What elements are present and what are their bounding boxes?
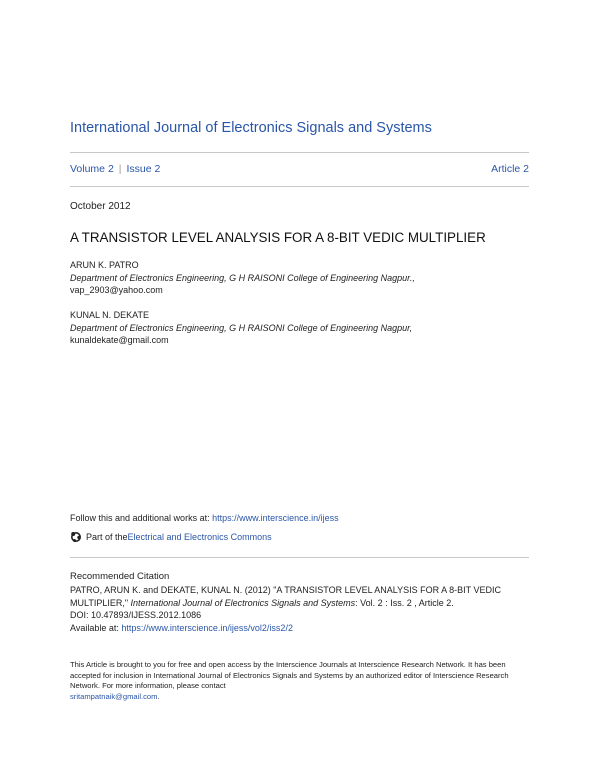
divider-bottom — [70, 186, 529, 187]
issue-link[interactable]: Issue 2 — [126, 163, 161, 175]
notice-text: This Article is brought to you for free and open access by the Interscience Journals at Interscience Research Network. It has been accepted for inclusion in International Journal of Electronics Signals and Systems by an authorized editor of Interscience Research Network. For more information, please contact — [70, 660, 509, 691]
citation-authors: PATRO, ARUN K. and DEKATE, KUNAL N. (2012) "A TRANSISTOR LEVEL ANALYSIS FOR A 8-BIT VEDIC MULTIPLIER," — [70, 585, 502, 608]
divider-top — [70, 152, 529, 153]
author-block — [70, 309, 529, 347]
commons-network-icon — [70, 531, 82, 543]
volume-link[interactable]: Volume 2 — [70, 163, 114, 175]
citation-details: : Vol. 2 : Iss. 2 , Article 2. — [355, 597, 454, 608]
recommended-citation — [70, 571, 529, 634]
author-affiliation: Department of Electronics Engineering, G H RAISONI College of Engineering Nagpur, — [70, 322, 413, 333]
part-of-line — [70, 531, 272, 543]
follow-line — [70, 513, 339, 523]
commons-link[interactable]: Electrical and Electronics Commons — [127, 532, 272, 542]
citation-journal: International Journal of Electronics Signals and Systems — [130, 597, 356, 608]
journal-title[interactable]: International Journal of Electronics Signals and Systems — [70, 120, 432, 136]
available-label: Available at: — [70, 622, 122, 633]
issue-info-row — [70, 163, 529, 175]
author-name: KUNAL N. DEKATE — [70, 310, 150, 320]
article-title: A TRANSISTOR LEVEL ANALYSIS FOR A 8-BIT VEDIC MULTIPLIER — [70, 230, 486, 245]
separator: | — [118, 163, 122, 175]
access-notice — [70, 660, 529, 702]
author-affiliation: Department of Electronics Engineering, G H RAISONI College of Engineering Nagpur., — [70, 272, 415, 283]
available-url-link[interactable]: https://www.interscience.in/ijess/vol2/iss2/2 — [121, 622, 293, 633]
author-email: vap_2903@yahoo.com — [70, 285, 163, 295]
contact-email-link[interactable]: sritampatnaik@gmail.com — [70, 691, 158, 701]
follow-text: Follow this and additional works at: — [70, 513, 213, 523]
follow-url-link[interactable]: https://www.interscience.in/ijess — [212, 513, 339, 523]
article-link[interactable]: Article 2 — [491, 163, 529, 175]
notice-end: . — [157, 691, 160, 701]
author-name: ARUN K. PATRO — [70, 260, 139, 270]
divider-citation — [70, 557, 529, 558]
citation-heading: Recommended Citation — [70, 571, 170, 582]
publication-date: October 2012 — [70, 201, 131, 212]
part-of-prefix: Part of the — [86, 532, 128, 542]
author-block — [70, 259, 529, 297]
author-email: kunaldekate@gmail.com — [70, 335, 169, 345]
citation-doi: DOI: 10.47893/IJESS.2012.1086 — [70, 610, 202, 621]
